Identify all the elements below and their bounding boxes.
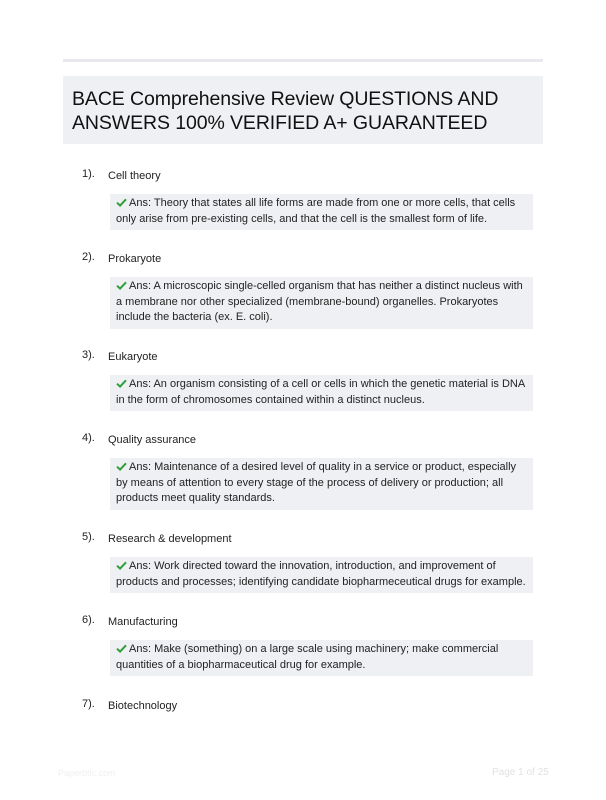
- question-number: 5).: [82, 531, 95, 543]
- question-term: Biotechnology: [108, 700, 178, 712]
- answer-text: Maintenance of a desired level of quality in a service or product, especially by means of attention to every stage of the process of delivery or production; all products meet quality standards.: [116, 461, 517, 504]
- qa-item: [63, 251, 543, 329]
- answer-prefix: Ans:: [129, 280, 154, 292]
- answer-prefix: Ans:: [129, 378, 154, 390]
- answer-text: A microscopic single-celled organism that has neither a distinct nucleus with a membrane nor other specialized (membrane-bound) organelles. Prokaryotes include the bacteria (ex. E. coli).: [116, 280, 523, 323]
- answer-prefix: Ans:: [129, 197, 154, 209]
- check-icon: [116, 379, 127, 388]
- question-term: Quality assurance: [108, 434, 197, 446]
- answer-prefix: Ans:: [129, 560, 155, 572]
- top-divider: [63, 59, 543, 62]
- question-term: Manufacturing: [108, 616, 178, 628]
- page-number: Page 1 of 25: [492, 767, 549, 778]
- qa-item: [63, 614, 543, 676]
- question-number: 3).: [82, 349, 95, 361]
- check-icon: [116, 644, 127, 653]
- question-number: 6).: [82, 614, 95, 626]
- qa-item: [63, 168, 543, 230]
- check-icon: [116, 561, 127, 570]
- document-title: BACE Comprehensive Review QUESTIONS AND ANSWERS 100% VERIFIED A+ GUARANTEED: [72, 88, 499, 134]
- qa-item: [63, 698, 543, 718]
- answer-text: An organism consisting of a cell or cells in which the genetic material is DNA in the form of chromosomes contained within a distinct nucleus.: [116, 378, 525, 406]
- answer-box: [110, 458, 533, 510]
- check-icon: [116, 462, 127, 471]
- answer-text: Work directed toward the innovation, introduction, and improvement of products and processes; identifying candidate biopharmeceutical drugs for example.: [116, 560, 526, 588]
- answer-prefix: Ans:: [129, 643, 155, 655]
- answer-box: [110, 194, 533, 230]
- answer-box: [110, 277, 533, 329]
- answer-box: [110, 557, 533, 593]
- answer-text: Theory that states all life forms are made from one or more cells, that cells only arise from pre-existing cells, and that the cell is the smallest form of life.: [116, 197, 516, 225]
- question-number: 4).: [82, 432, 95, 444]
- qa-item: [63, 349, 543, 411]
- title-block: [63, 76, 543, 144]
- question-term: Eukaryote: [108, 351, 158, 363]
- answer-box: [110, 640, 533, 676]
- question-number: 2).: [82, 251, 95, 263]
- answer-prefix: Ans:: [129, 461, 155, 473]
- question-term: Research & development: [108, 533, 232, 545]
- question-term: Cell theory: [108, 170, 161, 182]
- question-number: 7).: [82, 698, 95, 710]
- question-number: 1).: [82, 168, 95, 180]
- qa-item: [63, 531, 543, 593]
- question-term: Prokaryote: [108, 253, 162, 265]
- qa-item: [63, 432, 543, 510]
- check-icon: [116, 281, 127, 290]
- check-icon: [116, 198, 127, 207]
- answer-text: Make (something) on a large scale using machinery; make commercial quantities of a biopharmaceutical drug for example.: [116, 643, 499, 671]
- footer-watermark: Paperbtic.com: [58, 768, 116, 778]
- answer-box: [110, 375, 533, 411]
